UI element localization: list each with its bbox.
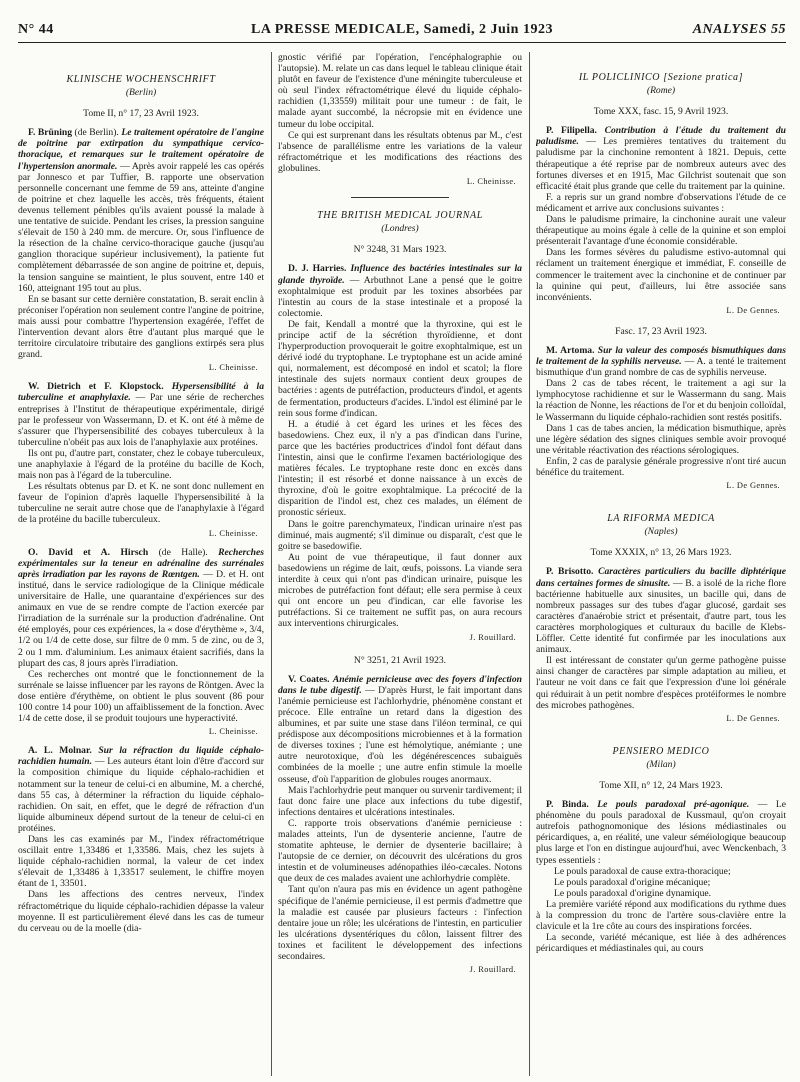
journal-title: PENSIERO MEDICO (612, 745, 710, 757)
paragraph: Ce qui est surprenant dans les résultats obtenus par M., c'est l'absence de parallélisme entre les variations de la valeur réfractométrique et les modifications des réactions des globulines. (278, 129, 522, 174)
article-title: Recherches expérimentales sur la teneur en adrénaline des surrénales après irradiation par les rayons de Rœntgen. (18, 546, 264, 580)
journal-city: (Naples) (644, 526, 678, 538)
journal-title: LA RIFORMA MEDICA (607, 513, 715, 525)
article-author: O. David et A. Hirsch (28, 546, 149, 558)
paragraph: Dans les affections des centres nerveux, l'index réfractométrique du liquide céphalo-rachidien dépasse la valeur moyenne. Il est particulièrement élevé dans les cas de tumeur du cerveau ou de la moelle (dia- (18, 889, 264, 934)
article-text: — Le phénomène du pouls paradoxal de Kussmaul, qu'on croyait autrefois pathognomonique des lésions médiastinales ou péricardiques, a, en réalité, une valeur séméiologique beaucoup plus large et l'on en distingue aujourd'hui, avec Wenckenbach, 3 types essentiels : (536, 799, 786, 866)
article-author: W. Dietrich et F. Klopstock. (28, 381, 164, 393)
paragraph: Dans le paludisme primaire, la cinchonine aurait une valeur thérapeutique au moins égale à celle de la quinine et son emploi présenterait l'avantage d'une économie considérable. (536, 214, 786, 248)
paragraph: Les résultats obtenus par D. et K. ne sont donc nullement en faveur de l'opinion d'après laquelle l'hypersensibilité à la tuberculine ne serait autre chose que de l'anaphylaxie à l'égard de la protéine du bacille tuberculeux. (18, 481, 264, 526)
list-item: Le pouls paradoxal d'origine dynamique. (554, 887, 712, 899)
paragraph: Dans les formes sévères du paludisme estivo-automnal qui réclament un traitement énergique et immédiat, F. conseille de commencer le traitement avec la cinchonine et de continuer par la quinine qui peut, d'ailleurs, lui être associée sans inconvénients. (536, 247, 786, 303)
article (536, 799, 786, 866)
paragraph: Tant qu'on n'aura pas mis en évidence un agent pathogène spécifique de l'anémie pernicieuse, il est permis d'admettre que la maladie est causée par plusieurs facteurs : l'infection dentaire joue un rôle; les ulcérations de l'intestin, en particulier les ulcérations dysentériques du côlon, laissent filtrer des toxines et facilitent le développement des infections secondaires. (278, 884, 522, 963)
paragraph: F. a repris sur un grand nombre d'observations l'étude de ce médicament et arrive aux conclusions suivantes : (536, 191, 786, 214)
journal-city: (Rome) (646, 85, 676, 97)
article (18, 127, 264, 293)
article-text: — D'après Hurst, le fait important dans l'anémie pernicieuse est l'achlorhydrie, phénomène constant et précoce. Elle entraîne un retard dans la digestion des albumines, et par suite une stase dans l'iléon terminal, ce qui prédispose aux décompositions microbiennes et à la formation de diverses toxines ; l'une est hémolytique, anémiante ; une autre neurotoxique, d'où les dégénérescences subaiguës combinées de la moelle ; une autre enfin stimule la moelle osseuse, d'où l'apparition de globules rouges anormaux. (278, 684, 522, 785)
pulse-type-list (536, 866, 786, 899)
paragraph: C. rapporte trois observations d'anémie pernicieuse : malades atteints, l'un de dysenterie ancienne, l'autre de stomatite aphteuse, le dernier de dysenterie bacillaire; à l'autopsie de ce dernier, on découvrit des ulcérations du gros intestin et de volumineuses adénopathies iléo-cæcales. Notons que deux de ces malades avaient une achlorhydrie complète. (278, 817, 522, 885)
article (18, 745, 264, 834)
signature: L. Cheinisse. (208, 727, 258, 737)
page-number: N° 44 (18, 22, 54, 37)
article-title: Le pouls paradoxal pré-agonique. (597, 799, 750, 811)
header-rule (18, 42, 786, 43)
paragraph: En se basant sur cette dernière constatation, B. serait enclin à préconiser l'opération non seulement contre l'angine de poitrine, mais aussi pour combattre l'hypertension exagérée, l'effet de l'intervention devant alors être d'autant plus marqué que le territoire circulatoire tributaire des ganglions extirpés sera plus grand. (18, 293, 264, 361)
author-affiliation: (de Halle). (158, 546, 208, 558)
journal-city: (Milan) (646, 758, 676, 770)
issue-line: Tome II, n° 17, 23 Avril 1923. (83, 108, 199, 120)
article-author: P. Binda. (546, 799, 589, 811)
article-title: Hypersensibilité à la tuberculine et anaphylaxie. (18, 381, 264, 404)
journal-title: IL POLICLINICO [Sezione pratica] (578, 72, 744, 83)
article-author: F. Brüning (28, 127, 72, 139)
paragraph: Enfin, 2 cas de paralysie générale progressive n'ont tiré aucun bénéfice du traitement. (536, 455, 786, 478)
article-text: — Après avoir rappelé les cas opérés par Jonnesco et par Tuffier, B. rapporte une observation personnelle concernant une femme de 59 ans, atteinte d'angine de poitrine et chez laquelle les accès, très fréquents, étaient devenus tellement pénibles qu'ils avaient poussé la malade à une tentative de suicide. Pendant les crises, la pression sanguine s'élevait de 150 à 240 mm. de mercure. Or, sous l'influence de la résection de la chaîne cervico-thoracique gauche (jusqu'au ganglion thoracique supérieur inclusivement), la patiente fut complètement débarrassée de son angine de poitrine et, depuis, la tension sanguine se maintient, le plus souvent, entre 140 et 160, atteignant 195 tout au plus. (18, 160, 264, 294)
column-rule (529, 52, 530, 1076)
journal-city: (Berlin) (125, 87, 157, 99)
article-title: Caractères particuliers du bacille diphtérique dans certaines formes de sinusite. (536, 566, 786, 589)
article-author: A. L. Molnar. (28, 745, 92, 757)
publication-title: LA PRESSE MEDICALE, Samedi, 2 Juin 1923 (251, 22, 553, 37)
signature: L. De Gennes. (726, 481, 780, 491)
article-text: — Les premières tentatives du traitement du paludisme par la cinchonine remontent à 1821. Depuis, cette thérapeutique a été reprise par de nombreux auteurs avec des fortunes diverses et en 1915, Mac Gilchrist soutenait que son efficacité était plus grande que celle du traitement par la quinine. (536, 136, 786, 192)
paragraph: Mais l'achlorhydrie peut manquer ou survenir tardivement; il faut donc faire une place aux infections du tube digestif, infections dentaires et ulcérations intestinales. (278, 784, 522, 818)
paragraph: La première variété répond aux modifications du rythme dues à la compression du tronc de l'artère sous-clavière entre la clavicule et la 1re côte au cours des inspirations forcées. (536, 898, 786, 933)
article-title: Le traitement opératoire de l'angine de poitrine par extirpation du sympathique cervico-thoracique, et remarques sur le traitement opératoire de l'hypertension anormale. (18, 127, 264, 172)
article (536, 345, 786, 378)
paragraph: La seconde, variété mécanique, est liée à des adhérences péricardiques et médiastinales qui, au cours (536, 932, 786, 955)
article (18, 381, 264, 448)
paragraph: H. a étudié à cet égard les urines et les fèces des basedowiens. Chez eux, il n'y a pas d'indican dans l'urine, parce que les bactéries productrices d'indol font défaut dans l'intestin, ainsi que le confirme l'examen bactériologique des matières fécales. Le tryptophane reste donc en excès dans l'intestin; il est résorbé et donne naissance à un excès de thyroxine, d'où le goitre exophtalmique. La précocité de la disparition de l'indol est, chez ces malades, un élément de pronostic sérieux. (278, 418, 522, 519)
list-item: Le pouls paradoxal de cause extra-thoracique; (554, 865, 731, 877)
paragraph: Il est intéressant de constater qu'un germe pathogène puisse ainsi changer de caractères par simple adaptation au milieu, et l'auteur ne voit dans ce fait que l'expression d'une loi générale qui réduirait à un petit nombre d'espèces protéiformes le nombre des microbes pathogènes. (536, 655, 786, 711)
journal-city: (Londres) (381, 223, 419, 235)
issue-line: N° 3251, 21 Avril 1923. (353, 654, 447, 666)
signature: L. De Gennes. (726, 713, 780, 723)
paragraph: Dans les cas examinés par M., l'index réfractométrique oscillait entre 1,33486 et 1,33586. Mais, chez les sujets à liquide céphalo-rachidien normal, la valeur de cet index s'élevait de 1,33486 à 1,33517 seulement, le chiffre moyen étant de 1, 33501. (18, 834, 264, 890)
issue-line: Tome XXXIX, n° 13, 26 Mars 1923. (590, 547, 732, 559)
article-text: — D. et H. ont institué, dans le service radiologique de la Clinique médicale universitaire de Halle, une quarantaine d'expériences sur des animaux en vue de se rendre compte de l'action exercée par l'irradiation de la surrénale sur la production d'adrénaline. Ont été employés, pour ces expériences, la « dose d'érythème », 3/4, 1/2 ou 1/4 de cette dose, sur filtre de 0 mm. 5 de zinc, ou de 3, 2 ou 1 mm. d'aluminium. Les animaux étaient sacrifiés, dans la plupart des cas, 8 jours après l'irradiation. (18, 568, 264, 669)
article-author: V. Coates. (288, 673, 330, 685)
signature: L. Cheinisse. (208, 363, 258, 373)
article-text: — Par une série de recherches entreprises à l'Institut de thérapeutique expérimentale, dirigé par le professeur von Wassermann, D. et K. ont été à même de s'assurer que l'hypersensibilité des cobayes tuberculeux à la tuberculine n'obéit pas aux lois de l'anaphylaxie aux protéines. (18, 392, 264, 448)
issue-line: Tome XXX, fasc. 15, 9 Avril 1923. (593, 106, 729, 118)
paragraph: Dans 2 cas de tabes récent, le traitement a agi sur la lymphocytose rachidienne et sur le Wassermann du sang. Mais la réaction de Nonne, les réactions de l'or et du benjoin colloïdal, le Wassermann du liquide céphalo-rachidien sont restés positifs. (536, 378, 786, 423)
article-text: — Arbuthnot Lane a pensé que le goitre exophtalmique est produit par les toxines absorbées par l'intestin au cours de la stase intestinale et a proposé la colectomie. (278, 274, 522, 319)
list-item: Le pouls paradoxal d'origine mécanique; (554, 876, 711, 888)
paragraph: Au point de vue thérapeutique, il faut donner aux basedowiens un régime de lait, œufs, poissons. La viande sera interdite à ceux qui n'ont pas d'indican urinaire, puisque les microbes de putréfaction font défaut; elle sera permise à ceux qui ont encore un peu d'indican, car elle favorise les putréfactions. Si ce traitement ne suffit pas, on aura recours aux interventions chirurgicales. (278, 551, 522, 630)
article (18, 547, 264, 669)
article-text: — A. a tenté le traitement bismuthique d'un grand nombre de cas de syphilis nerveuse. (536, 356, 786, 379)
journal-title: KLINISCHE WOCHENSCHRIFT (66, 74, 216, 85)
column-1 (18, 52, 264, 1078)
article-text: — B. a isolé de la riche flore bactérienne habituelle aux sinusites, un bacille qui, dans de nombreux passages sur des tubes d'agar glucosé, gardait ses caractères d'anaérobie strict et présentait, d'autre part, tous les caractères morphologiques et culturaux du bacille de Klebs-Löffler. Cette identité fut confirmée par les inoculations aux animaux. (536, 577, 786, 656)
author-affiliation: (de Berlin). (74, 127, 119, 139)
article-author: D. J. Harries. (288, 263, 347, 275)
paragraph: Ils ont pu, d'autre part, constater, chez le cobaye tuberculeux, une anaphylaxie à l'égard de la protéine du bacille de Koch, mais non pas à l'égard de la tuberculine. (18, 447, 264, 482)
signature: J. Rouillard. (469, 965, 516, 975)
article (536, 566, 786, 655)
separator-rule (351, 197, 449, 198)
article (278, 674, 522, 785)
article (278, 263, 522, 318)
article-author: P. Filipella. (546, 125, 597, 137)
column-3 (536, 52, 786, 1078)
article-author: P. Brisotto. (546, 566, 594, 578)
article-title: Sur la valeur des composés bismuthiques dans le traitement de la syphilis nerveuse. (536, 344, 786, 368)
page-header (18, 22, 786, 42)
article-title: Anémie pernicieuse avec des foyers d'infection dans le tube digestif. (278, 673, 522, 696)
issue-line: Fasc. 17, 23 Avril 1923. (615, 325, 707, 337)
issue-line: Tome XII, n° 12, 24 Mars 1923. (599, 779, 723, 791)
paragraph: Dans le goitre parenchymateux, l'indican urinaire n'est pas diminué, mais augmenté; s'il diminue ou disparaît, c'est que le goitre se basedowifie. (278, 518, 522, 552)
signature: L. Cheinisse. (208, 528, 258, 538)
article-title: Sur la réfraction du liquide céphalo-rachidien humain. (18, 745, 264, 768)
column-rule (271, 52, 272, 1076)
paragraph: Ces recherches ont montré que le fonctionnement de la surrénale se laisse influencer par les rayons de Röntgen. Avec la dose entière d'érythème, on obtient le plus souvent (86 pour 100 contre 14 pour 100) un affaiblissement de la fonction. Avec 1/4 de cette dose, il se produit toujours une hyperactivité. (18, 668, 264, 725)
paragraph: gnostic vérifié par l'opération, l'encéphalographie ou l'autopsie). M. relate un cas dans lequel le tableau clinique était plutôt en faveur de l'existence d'une méningite tuberculeuse et où seul l'index réfractométrique élevé du liquide céphalo-rachidien (1,33559) militait pour une tumeur : de fait, le malade ayant succombé, la nécropsie mit en évidence une tumeur du lobe occipital. (278, 52, 522, 130)
column-2 (278, 52, 522, 1078)
journal-title: THE BRITISH MEDICAL JOURNAL (317, 210, 483, 222)
section-title: ANALYSES 55 (692, 22, 786, 37)
article-author: M. Artoma. (546, 344, 595, 356)
paragraph: De fait, Kendall a montré que la thyroxine, qui est le principe actif de la sécrétion thyroïdienne, et dont l'hyperproduction provoquerait le goitre exophtalmique, est un dérivé iodé du tryptophane. Le tryptophane est un acide aminé qui, normalement, est décomposé en indol et scatol; la flore intestinale des sujets normaux contient deux groupes de bactéries : agents de putréfaction, producteurs d'indol, et agents de fermentation, producteurs d'acides. L'indol est éliminé par le rein sous forme d'indican. (278, 318, 522, 419)
issue-line: N° 3248, 31 Mars 1923. (353, 244, 447, 256)
article (536, 125, 786, 192)
paragraph: Dans 1 cas de tabes ancien, la médication bismuthique, après une légère sédation des signes cliniques semble avoir provoqué une véritable réactivation des réactions sérologiques. (536, 422, 786, 456)
signature: J. Rouillard. (469, 632, 516, 642)
article-text: — Les auteurs étant loin d'être d'accord sur la composition chimique du liquide céphalo-rachidien et notamment sur la teneur de celui-ci en albumine, M. a cherché, dans 55 cas, à déterminer la réfraction du liquide céphalo-rachidien. On sait, en effet, que le degré de réfraction d'un liquide albumineux dépend surtout de la teneur de celui-ci en protéines. (18, 756, 264, 834)
signature: L. De Gennes. (726, 305, 780, 315)
article-title: Influence des bactéries intestinales sur la glande thyroïde. (278, 263, 522, 286)
signature: L. Cheinisse. (466, 177, 516, 187)
article-title: Contribution à l'étude du traitement du paludisme. (536, 125, 786, 148)
